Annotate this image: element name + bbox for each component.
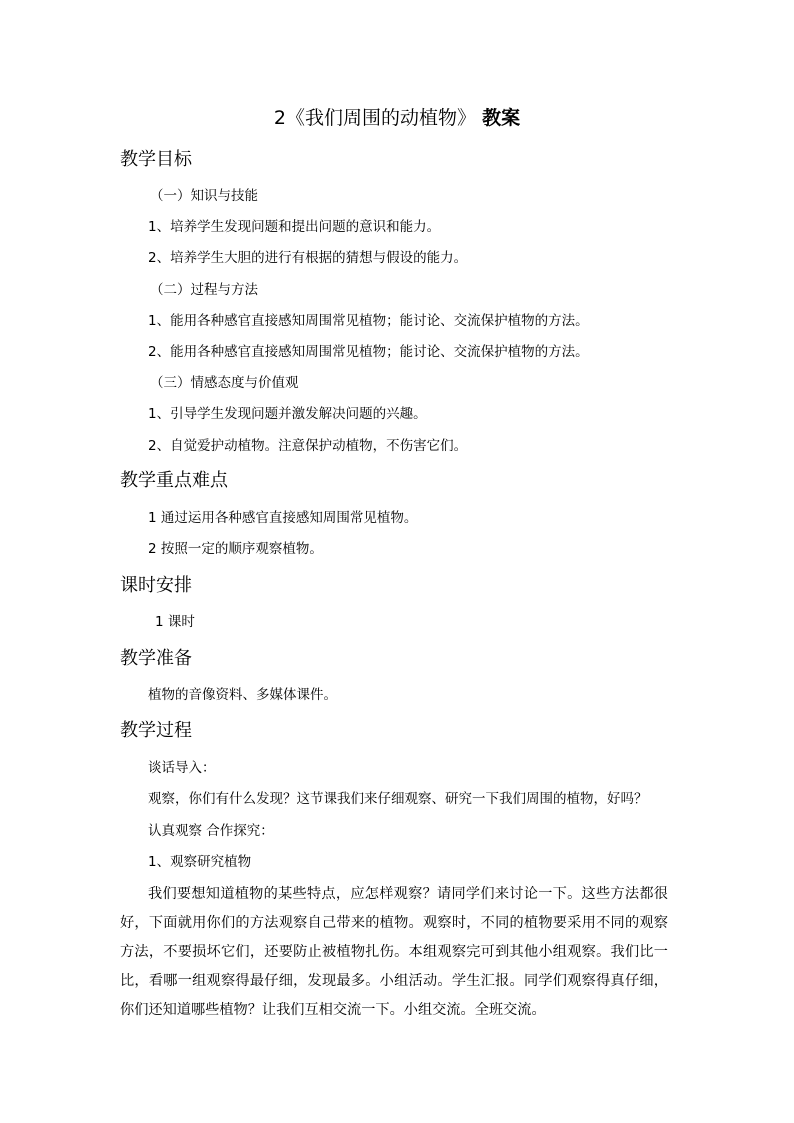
key-item-2: 2 按照一定的顺序观察植物。 (148, 541, 323, 557)
schedule-item: 1 课时 (155, 614, 195, 630)
goals-sub1-item-1: 1、培养学生发现问题和提出问题的意识和能力。 (148, 219, 441, 235)
goals-sub2-item-1: 1、能用各种感官直接感知周围常见植物；能讨论、交流保护植物的方法。 (148, 313, 589, 329)
title-suffix: 教案 (482, 107, 521, 129)
goals-sub1-item-2: 2、培养学生大胆的进行有根据的猜想与假设的能力。 (148, 250, 468, 266)
goals-sub2: （二）过程与方法 (150, 282, 258, 298)
heading-key: 教学重点难点 (120, 470, 228, 491)
process-line-2: 观察，你们有什么发现？这节课我们来仔细观察、研究一下我们周围的植物，好吗？ (148, 791, 648, 807)
process-paragraph: 我们要想知道植物的某些特点，应怎样观察？请同学们来讨论一下。这些方法都很好，下面就用你们的方法观察自己带来的植物。观察时，不同的植物要采用不同的观察方法，不要损坏它们，还要防止被植物扎伤。本组观察完可到其他小组观察。我们比一比，看哪一组观察得最仔细，发现最多。小组活动。学生汇报。同学们观察得真仔细，你们还知道哪些植物？让我们互相交流一下。小组交流。全班交流。 (120, 886, 668, 1018)
heading-prep: 教学准备 (120, 648, 192, 669)
prep-item: 植物的音像资料、多媒体课件。 (148, 687, 337, 703)
heading-schedule: 课时安排 (120, 575, 192, 596)
heading-process: 教学过程 (120, 720, 192, 741)
heading-goals: 教学目标 (120, 149, 192, 170)
process-line-4: 1、观察研究植物 (148, 854, 252, 870)
goals-sub3-item-1: 1、引导学生发现问题并激发解决问题的兴趣。 (148, 406, 427, 422)
process-line-1: 谈话导入： (148, 760, 216, 776)
process-line-3: 认真观察 合作探究： (148, 823, 274, 839)
goals-sub3: （三）情感态度与价值观 (150, 375, 299, 391)
goals-sub3-item-2: 2、自觉爱护动植物。注意保护动植物，不伤害它们。 (148, 438, 468, 454)
title-main: 2《我们周围的动植物》 (273, 107, 477, 129)
goals-sub2-item-2: 2、能用各种感官直接感知周围常见植物；能讨论、交流保护植物的方法。 (148, 344, 589, 360)
document-title (0, 104, 794, 132)
key-item-1: 1 通过运用各种感官直接感知周围常见植物。 (148, 510, 418, 526)
goals-sub1: （一）知识与技能 (150, 188, 258, 204)
